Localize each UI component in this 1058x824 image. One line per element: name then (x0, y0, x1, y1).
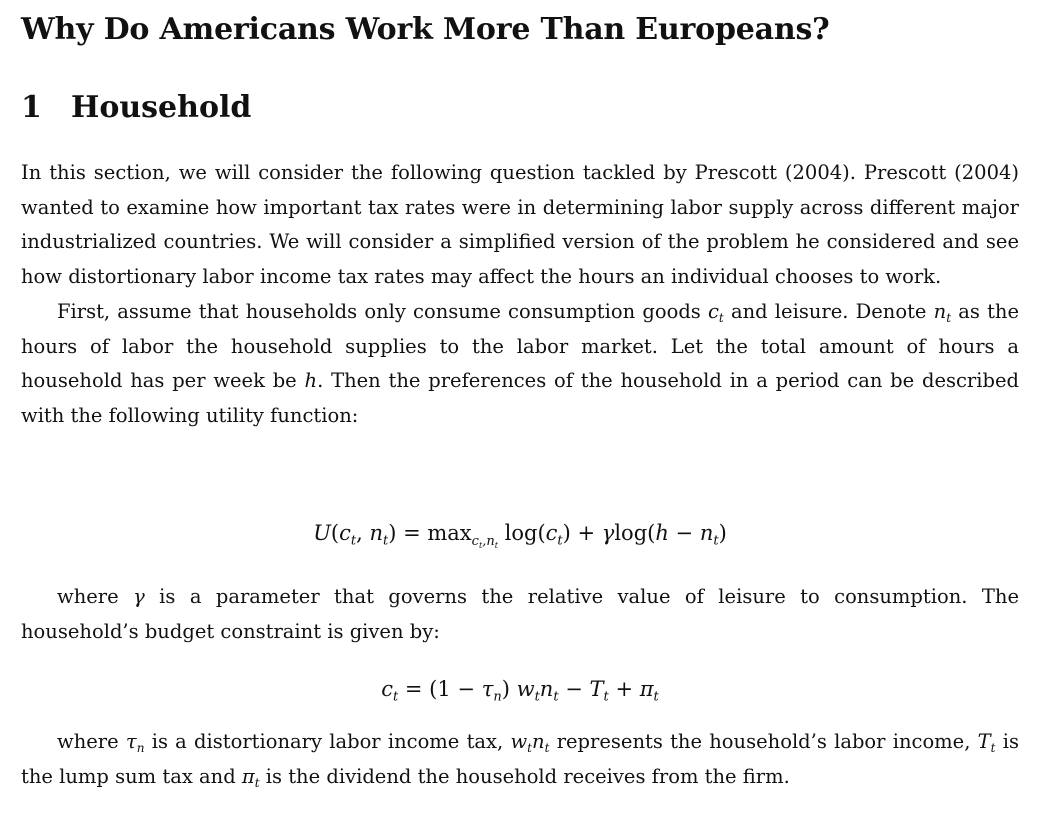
paragraph-intro: In this section, we will consider the following question tackled by Prescott (2004). Prescott (2004) wanted to examine how important tax rates were in determining labor supply across different major industrialized countries. We will consider a simplified version of the problem he considered and see how distortionary labor income tax rates may affect the hours an individual chooses to work. (21, 161, 1019, 288)
paragraph-preferences-part3: as the hours of labor the household supplies to the labor market. Let the total amount of hours a household has per week be (21, 300, 1020, 393)
paragraph-preferences-part1: First, assume that households only consume consumption goods (57, 300, 701, 323)
paragraph-budget-part3: represents the household’s labor income, (556, 730, 971, 753)
paper-title: Why Do Americans Work More Than Europeans? (21, 12, 830, 47)
math-tau-n: $\tau_n$ (125, 730, 145, 756)
paragraph-preferences (21, 295, 1019, 433)
paragraph-budget-part1: where (57, 730, 119, 753)
paragraph-preferences-part4: . Then the preferences of the household in a period can be described with the following utility function: (21, 369, 1019, 427)
utility-equation: $U(c_t$, $n_t) = \max_{c_t,n_t} \log(c_t) + \gamma\log(h - n_t)$ (313, 521, 727, 550)
paragraph-budget-part4: is the lump sum tax and (21, 730, 1020, 788)
section-heading (21, 90, 251, 125)
math-T-t: $T_t$ (977, 730, 996, 756)
paragraph-budget-part5: is the dividend the household receives from the firm. (265, 764, 790, 788)
math-n-t: $n_t$ (933, 300, 952, 326)
math-c-t: $c_t$ (708, 300, 724, 326)
section-number: 1 (21, 90, 42, 125)
math-gamma: γ (133, 585, 145, 608)
paragraph-budget-part2: is a distortionary labor income tax, (151, 730, 504, 753)
section-title: Household (71, 90, 252, 125)
math-wn: $w_tn_t$ (510, 730, 550, 756)
math-pi-t: $\pi_t$ (241, 764, 260, 790)
paragraph-gamma (21, 580, 1019, 649)
paragraph-gamma-part2: is a parameter that governs the relative value of leisure to consumption. The household’s budget constraint is given by: (21, 585, 1020, 643)
paragraph-budget-terms (21, 725, 1019, 794)
budget-equation: $c_t = (1 - \tau_n) w_tn_t - T_t + \pi_t$ (381, 677, 659, 705)
math-h: h (304, 369, 318, 393)
paragraph-preferences-part2: and leisure. Denote (730, 300, 927, 323)
paragraph-gamma-part1: where (57, 585, 119, 608)
